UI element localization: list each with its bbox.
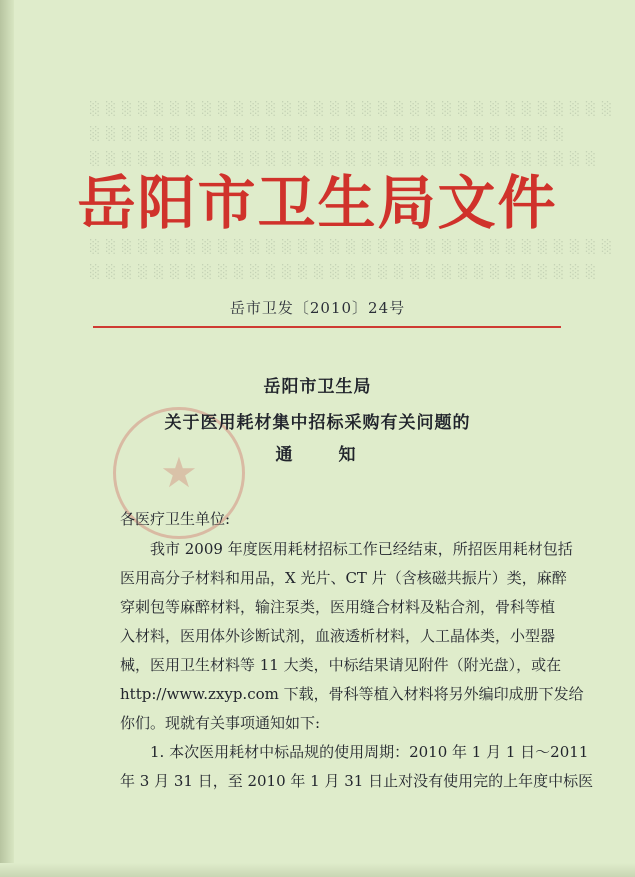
paragraph-line: 医用高分子材料和用品，X 光片、CT 片（含核磁共振片）类，麻醉 [120, 569, 567, 587]
notice-subject: 关于医用耗材集中招标采购有关问题的 [164, 413, 471, 433]
paragraph-line: 我市 2009 年度医用耗材招标工作已经结束，所招医用耗材包括 [150, 540, 573, 558]
red-divider-line [93, 326, 561, 328]
paragraph-line: 1. 本次医用耗材中标品规的使用周期：2010 年 1 月 1 日～2011 [150, 743, 589, 761]
paragraph-line: 你们。现就有关事项通知如下: [120, 714, 321, 732]
show-through-text: ░░░░░░░░░░░░░░░░░░░░░░░░░░░░░░░░ [90, 265, 602, 280]
paragraph-line: 入材料，医用体外诊断试剂，血液透析材料，人工晶体类，小型器 [120, 627, 556, 645]
paragraph-line: http://www.zxyp.com 下载，骨科等植入材料将另外编印成册下发给 [120, 685, 584, 703]
notice-type: 通 知 [275, 445, 360, 465]
paper-edge [0, 0, 14, 877]
seal-star-icon: ★ [160, 448, 198, 497]
paragraph-line: 年 3 月 31 日，至 2010 年 1 月 31 日止对没有使用完的上年度中标医 [120, 772, 594, 790]
show-through-text: ░░░░░░░░░░░░░░░░░░░░░░░░░░░░░░░░░ [90, 102, 618, 117]
document-header-title: 岳阳市卫生局文件 [77, 169, 558, 237]
show-through-text: ░░░░░░░░░░░░░░░░░░░░░░░░░░░░░░░░░ [90, 240, 618, 255]
notice-issuer: 岳阳市卫生局 [263, 377, 372, 397]
paper-edge-bottom [0, 863, 635, 877]
show-through-text: ░░░░░░░░░░░░░░░░░░░░░░░░░░░░░░░░ [90, 152, 602, 167]
paragraph-line: 穿刺包等麻醉材料，输注泵类，医用缝合材料及粘合剂，骨科等植 [120, 598, 556, 616]
salutation: 各医疗卫生单位: [120, 510, 231, 528]
paragraph-line: 械，医用卫生材料等 11 大类，中标结果请见附件（附光盘），或在 [120, 656, 562, 674]
show-through-text: ░░░░░░░░░░░░░░░░░░░░░░░░░░░░░░ [90, 127, 570, 142]
document-number: 岳市卫发〔2010〕24号 [229, 299, 406, 317]
